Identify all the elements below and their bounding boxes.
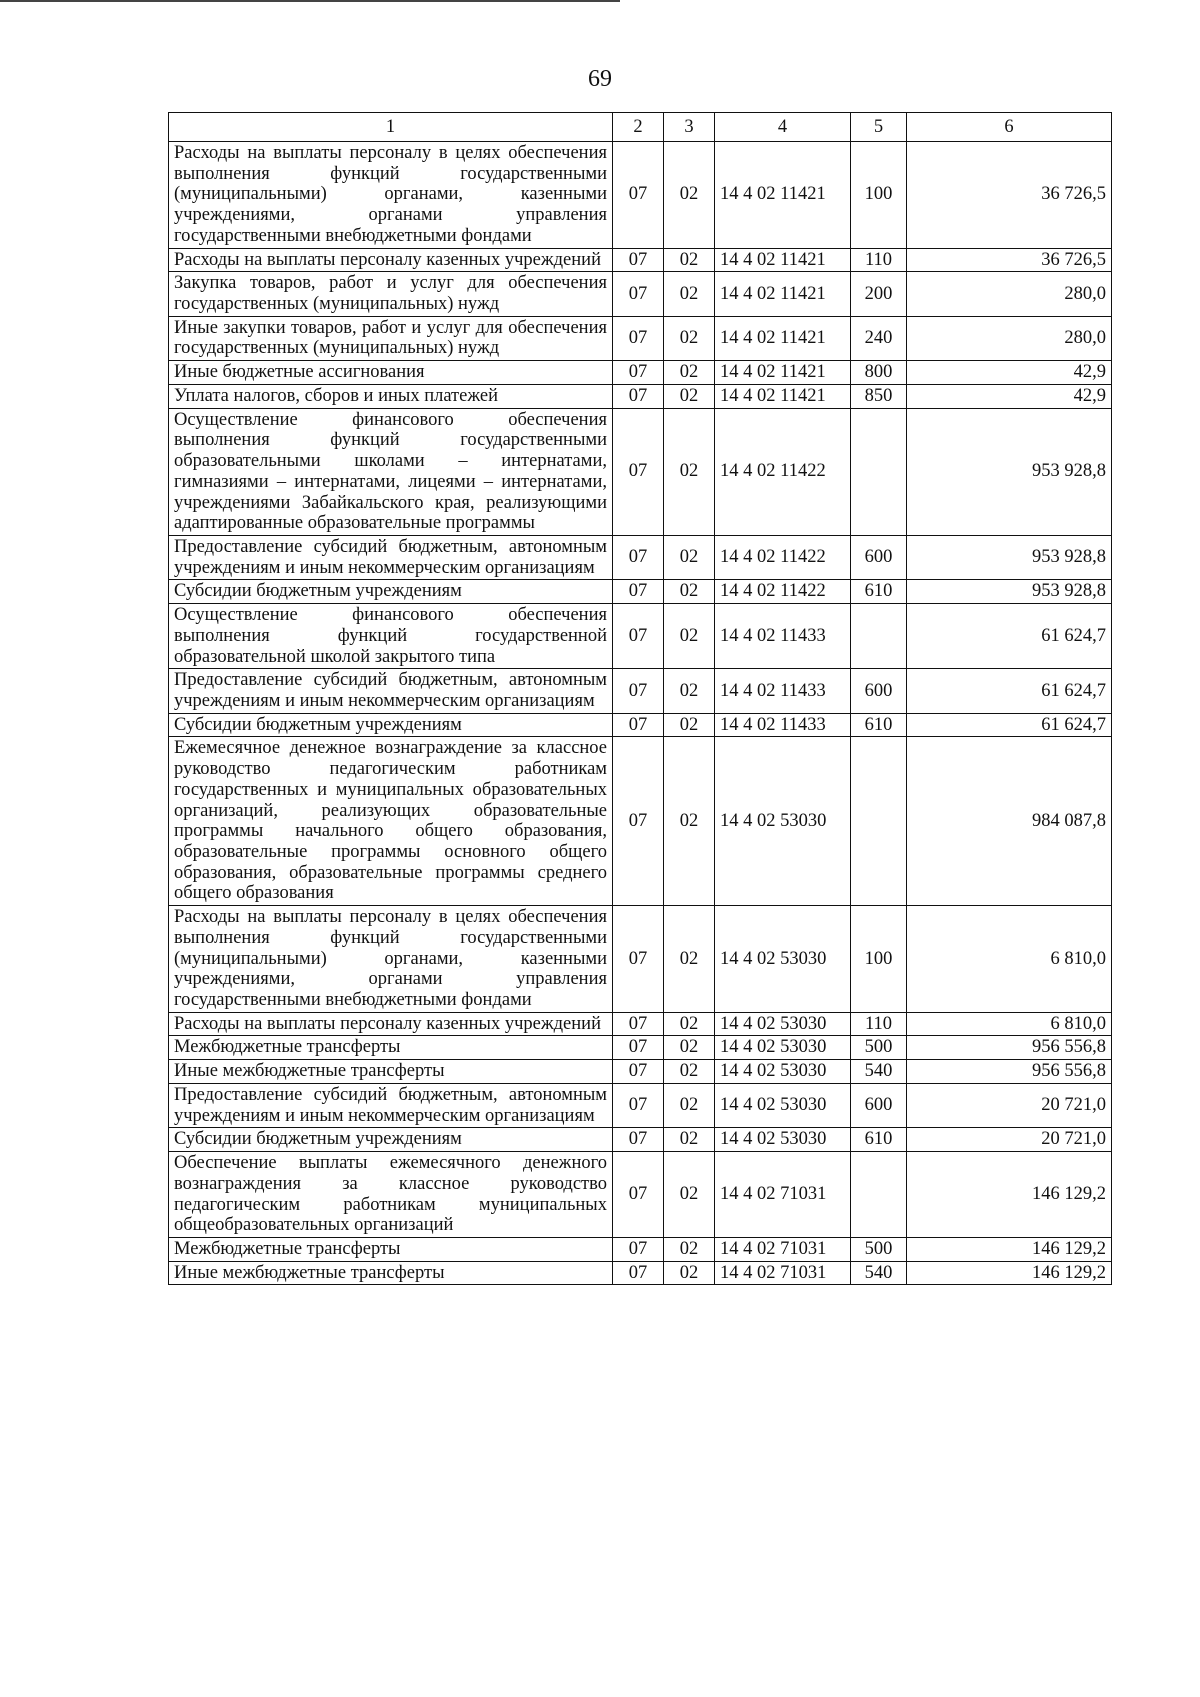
table-row: [169, 1083, 1112, 1127]
item-name: Иные бюджетные ассигнования: [169, 361, 613, 385]
expense-type-code: 500: [851, 1036, 907, 1060]
subsection-code: 02: [664, 1012, 715, 1036]
target-article-code: 14 4 02 53030: [715, 1128, 851, 1152]
subsection-code: 02: [664, 1036, 715, 1060]
table-row: [169, 384, 1112, 408]
expense-type-code: 540: [851, 1261, 907, 1285]
subsection-code: 02: [664, 737, 715, 906]
table-row: [169, 1036, 1112, 1060]
expense-type-code: 850: [851, 384, 907, 408]
item-name: Осуществление финансового обеспечения выполнения функций государственными образовательными школами – интернатами, гимназиями – интернатами, лицеями – интернатами, учреждениями Забайкальского края, реализующими адаптированные образовательные программы: [169, 408, 613, 535]
subsection-code: 02: [664, 272, 715, 316]
amount: 61 624,7: [907, 604, 1112, 669]
section-code: 07: [613, 1036, 664, 1060]
amount: 146 129,2: [907, 1152, 1112, 1238]
section-code: 07: [613, 906, 664, 1013]
item-name: Иные межбюджетные трансферты: [169, 1060, 613, 1084]
subsection-code: 02: [664, 1152, 715, 1238]
subsection-code: 02: [664, 408, 715, 535]
amount: 6 810,0: [907, 1012, 1112, 1036]
section-code: 07: [613, 580, 664, 604]
expense-type-code: [851, 408, 907, 535]
item-name: Межбюджетные трансферты: [169, 1036, 613, 1060]
amount: 42,9: [907, 384, 1112, 408]
amount: 36 726,5: [907, 248, 1112, 272]
section-code: 07: [613, 248, 664, 272]
section-code: 07: [613, 737, 664, 906]
table-row: [169, 906, 1112, 1013]
target-article-code: 14 4 02 11421: [715, 142, 851, 249]
subsection-code: 02: [664, 906, 715, 1013]
subsection-code: 02: [664, 669, 715, 713]
header-row: [169, 113, 1112, 142]
table-row: [169, 1237, 1112, 1261]
header-col-1: 1: [169, 113, 613, 142]
target-article-code: 14 4 02 71031: [715, 1261, 851, 1285]
amount: 984 087,8: [907, 737, 1112, 906]
table-row: [169, 737, 1112, 906]
target-article-code: 14 4 02 11421: [715, 361, 851, 385]
expense-type-code: 100: [851, 906, 907, 1013]
expense-type-code: 100: [851, 142, 907, 249]
amount: 953 928,8: [907, 580, 1112, 604]
amount: 146 129,2: [907, 1237, 1112, 1261]
item-name: Предоставление субсидий бюджетным, автономным учреждениям и иным некоммерческим организациям: [169, 535, 613, 579]
table-row: [169, 1128, 1112, 1152]
target-article-code: 14 4 02 53030: [715, 1083, 851, 1127]
item-name: Субсидии бюджетным учреждениям: [169, 580, 613, 604]
item-name: Обеспечение выплаты ежемесячного денежного вознаграждения за классное руководство педагогическим работникам муниципальных общеобразовательных организаций: [169, 1152, 613, 1238]
item-name: Расходы на выплаты персоналу в целях обеспечения выполнения функций государственными (муниципальными) органами, казенными учреждениями, органами управления государственными внебюджетными фондами: [169, 906, 613, 1013]
item-name: Субсидии бюджетным учреждениям: [169, 713, 613, 737]
amount: 6 810,0: [907, 906, 1112, 1013]
target-article-code: 14 4 02 53030: [715, 1036, 851, 1060]
target-article-code: 14 4 02 53030: [715, 1012, 851, 1036]
subsection-code: 02: [664, 1083, 715, 1127]
section-code: 07: [613, 142, 664, 249]
amount: 280,0: [907, 272, 1112, 316]
item-name: Предоставление субсидий бюджетным, автономным учреждениям и иным некоммерческим организациям: [169, 1083, 613, 1127]
amount: 953 928,8: [907, 535, 1112, 579]
section-code: 07: [613, 1261, 664, 1285]
table-row: [169, 142, 1112, 249]
table-row: [169, 272, 1112, 316]
section-code: 07: [613, 1060, 664, 1084]
target-article-code: 14 4 02 71031: [715, 1152, 851, 1238]
header-col-5: 5: [851, 113, 907, 142]
item-name: Расходы на выплаты персоналу в целях обеспечения выполнения функций государственными (муниципальными) органами, казенными учреждениями, органами управления государственными внебюджетными фондами: [169, 142, 613, 249]
amount: 956 556,8: [907, 1060, 1112, 1084]
table-row: [169, 1012, 1112, 1036]
amount: 146 129,2: [907, 1261, 1112, 1285]
target-article-code: 14 4 02 11421: [715, 272, 851, 316]
table-row: [169, 535, 1112, 579]
section-code: 07: [613, 1152, 664, 1238]
subsection-code: 02: [664, 361, 715, 385]
amount: 20 721,0: [907, 1083, 1112, 1127]
table-row: [169, 361, 1112, 385]
header-col-2: 2: [613, 113, 664, 142]
table-row: [169, 1152, 1112, 1238]
table-header: [169, 113, 1112, 142]
item-name: Иные межбюджетные трансферты: [169, 1261, 613, 1285]
table-row: [169, 713, 1112, 737]
item-name: Иные закупки товаров, работ и услуг для обеспечения государственных (муниципальных) нужд: [169, 316, 613, 360]
scan-top-rule: [0, 0, 620, 2]
item-name: Ежемесячное денежное вознаграждение за классное руководство педагогическим работникам государственных и муниципальных образовательных организаций, реализующих образовательные программы начального общего образования, образовательные программы основного общего образования, образовательные программы среднего общего образования: [169, 737, 613, 906]
expense-type-code: 610: [851, 580, 907, 604]
section-code: 07: [613, 713, 664, 737]
item-name: Осуществление финансового обеспечения выполнения функций государственной образовательной школой закрытого типа: [169, 604, 613, 669]
section-code: 07: [613, 1012, 664, 1036]
target-article-code: 14 4 02 53030: [715, 1060, 851, 1084]
item-name: Межбюджетные трансферты: [169, 1237, 613, 1261]
expense-type-code: 110: [851, 248, 907, 272]
expense-type-code: 200: [851, 272, 907, 316]
table-row: [169, 580, 1112, 604]
subsection-code: 02: [664, 1261, 715, 1285]
table-row: [169, 1261, 1112, 1285]
section-code: 07: [613, 408, 664, 535]
target-article-code: 14 4 02 11422: [715, 535, 851, 579]
subsection-code: 02: [664, 384, 715, 408]
table-body: [169, 142, 1112, 1285]
amount: 956 556,8: [907, 1036, 1112, 1060]
expense-type-code: [851, 737, 907, 906]
target-article-code: 14 4 02 11421: [715, 384, 851, 408]
table-row: [169, 248, 1112, 272]
target-article-code: 14 4 02 11433: [715, 713, 851, 737]
target-article-code: 14 4 02 11422: [715, 580, 851, 604]
item-name: Предоставление субсидий бюджетным, автономным учреждениям и иным некоммерческим организациям: [169, 669, 613, 713]
header-col-6: 6: [907, 113, 1112, 142]
subsection-code: 02: [664, 1128, 715, 1152]
section-code: 07: [613, 272, 664, 316]
header-col-3: 3: [664, 113, 715, 142]
expense-type-code: 800: [851, 361, 907, 385]
expense-type-code: 500: [851, 1237, 907, 1261]
target-article-code: 14 4 02 11421: [715, 316, 851, 360]
section-code: 07: [613, 1083, 664, 1127]
subsection-code: 02: [664, 535, 715, 579]
item-name: Субсидии бюджетным учреждениям: [169, 1128, 613, 1152]
amount: 61 624,7: [907, 713, 1112, 737]
expense-type-code: [851, 1152, 907, 1238]
section-code: 07: [613, 1237, 664, 1261]
expense-type-code: 600: [851, 1083, 907, 1127]
subsection-code: 02: [664, 142, 715, 249]
subsection-code: 02: [664, 1237, 715, 1261]
target-article-code: 14 4 02 53030: [715, 737, 851, 906]
subsection-code: 02: [664, 580, 715, 604]
table-row: [169, 1060, 1112, 1084]
section-code: 07: [613, 316, 664, 360]
section-code: 07: [613, 669, 664, 713]
amount: 36 726,5: [907, 142, 1112, 249]
section-code: 07: [613, 1128, 664, 1152]
target-article-code: 14 4 02 71031: [715, 1237, 851, 1261]
expense-type-code: 600: [851, 535, 907, 579]
target-article-code: 14 4 02 11421: [715, 248, 851, 272]
section-code: 07: [613, 361, 664, 385]
header-col-4: 4: [715, 113, 851, 142]
item-name: Расходы на выплаты персоналу казенных учреждений: [169, 1012, 613, 1036]
amount: 42,9: [907, 361, 1112, 385]
expense-type-code: 610: [851, 1128, 907, 1152]
item-name: Закупка товаров, работ и услуг для обеспечения государственных (муниципальных) нужд: [169, 272, 613, 316]
subsection-code: 02: [664, 248, 715, 272]
page-number: 69: [588, 66, 612, 92]
subsection-code: 02: [664, 713, 715, 737]
subsection-code: 02: [664, 316, 715, 360]
amount: 61 624,7: [907, 669, 1112, 713]
item-name: Уплата налогов, сборов и иных платежей: [169, 384, 613, 408]
target-article-code: 14 4 02 53030: [715, 906, 851, 1013]
section-code: 07: [613, 535, 664, 579]
expense-type-code: 240: [851, 316, 907, 360]
target-article-code: 14 4 02 11433: [715, 604, 851, 669]
table-row: [169, 604, 1112, 669]
expense-type-code: [851, 604, 907, 669]
expense-type-code: 610: [851, 713, 907, 737]
table-row: [169, 408, 1112, 535]
target-article-code: 14 4 02 11433: [715, 669, 851, 713]
target-article-code: 14 4 02 11422: [715, 408, 851, 535]
amount: 280,0: [907, 316, 1112, 360]
section-code: 07: [613, 384, 664, 408]
subsection-code: 02: [664, 1060, 715, 1084]
table-row: [169, 669, 1112, 713]
section-code: 07: [613, 604, 664, 669]
item-name: Расходы на выплаты персоналу казенных учреждений: [169, 248, 613, 272]
expense-type-code: 540: [851, 1060, 907, 1084]
expense-type-code: 600: [851, 669, 907, 713]
budget-table: [168, 112, 1112, 1285]
amount: 953 928,8: [907, 408, 1112, 535]
expense-type-code: 110: [851, 1012, 907, 1036]
amount: 20 721,0: [907, 1128, 1112, 1152]
table-row: [169, 316, 1112, 360]
subsection-code: 02: [664, 604, 715, 669]
